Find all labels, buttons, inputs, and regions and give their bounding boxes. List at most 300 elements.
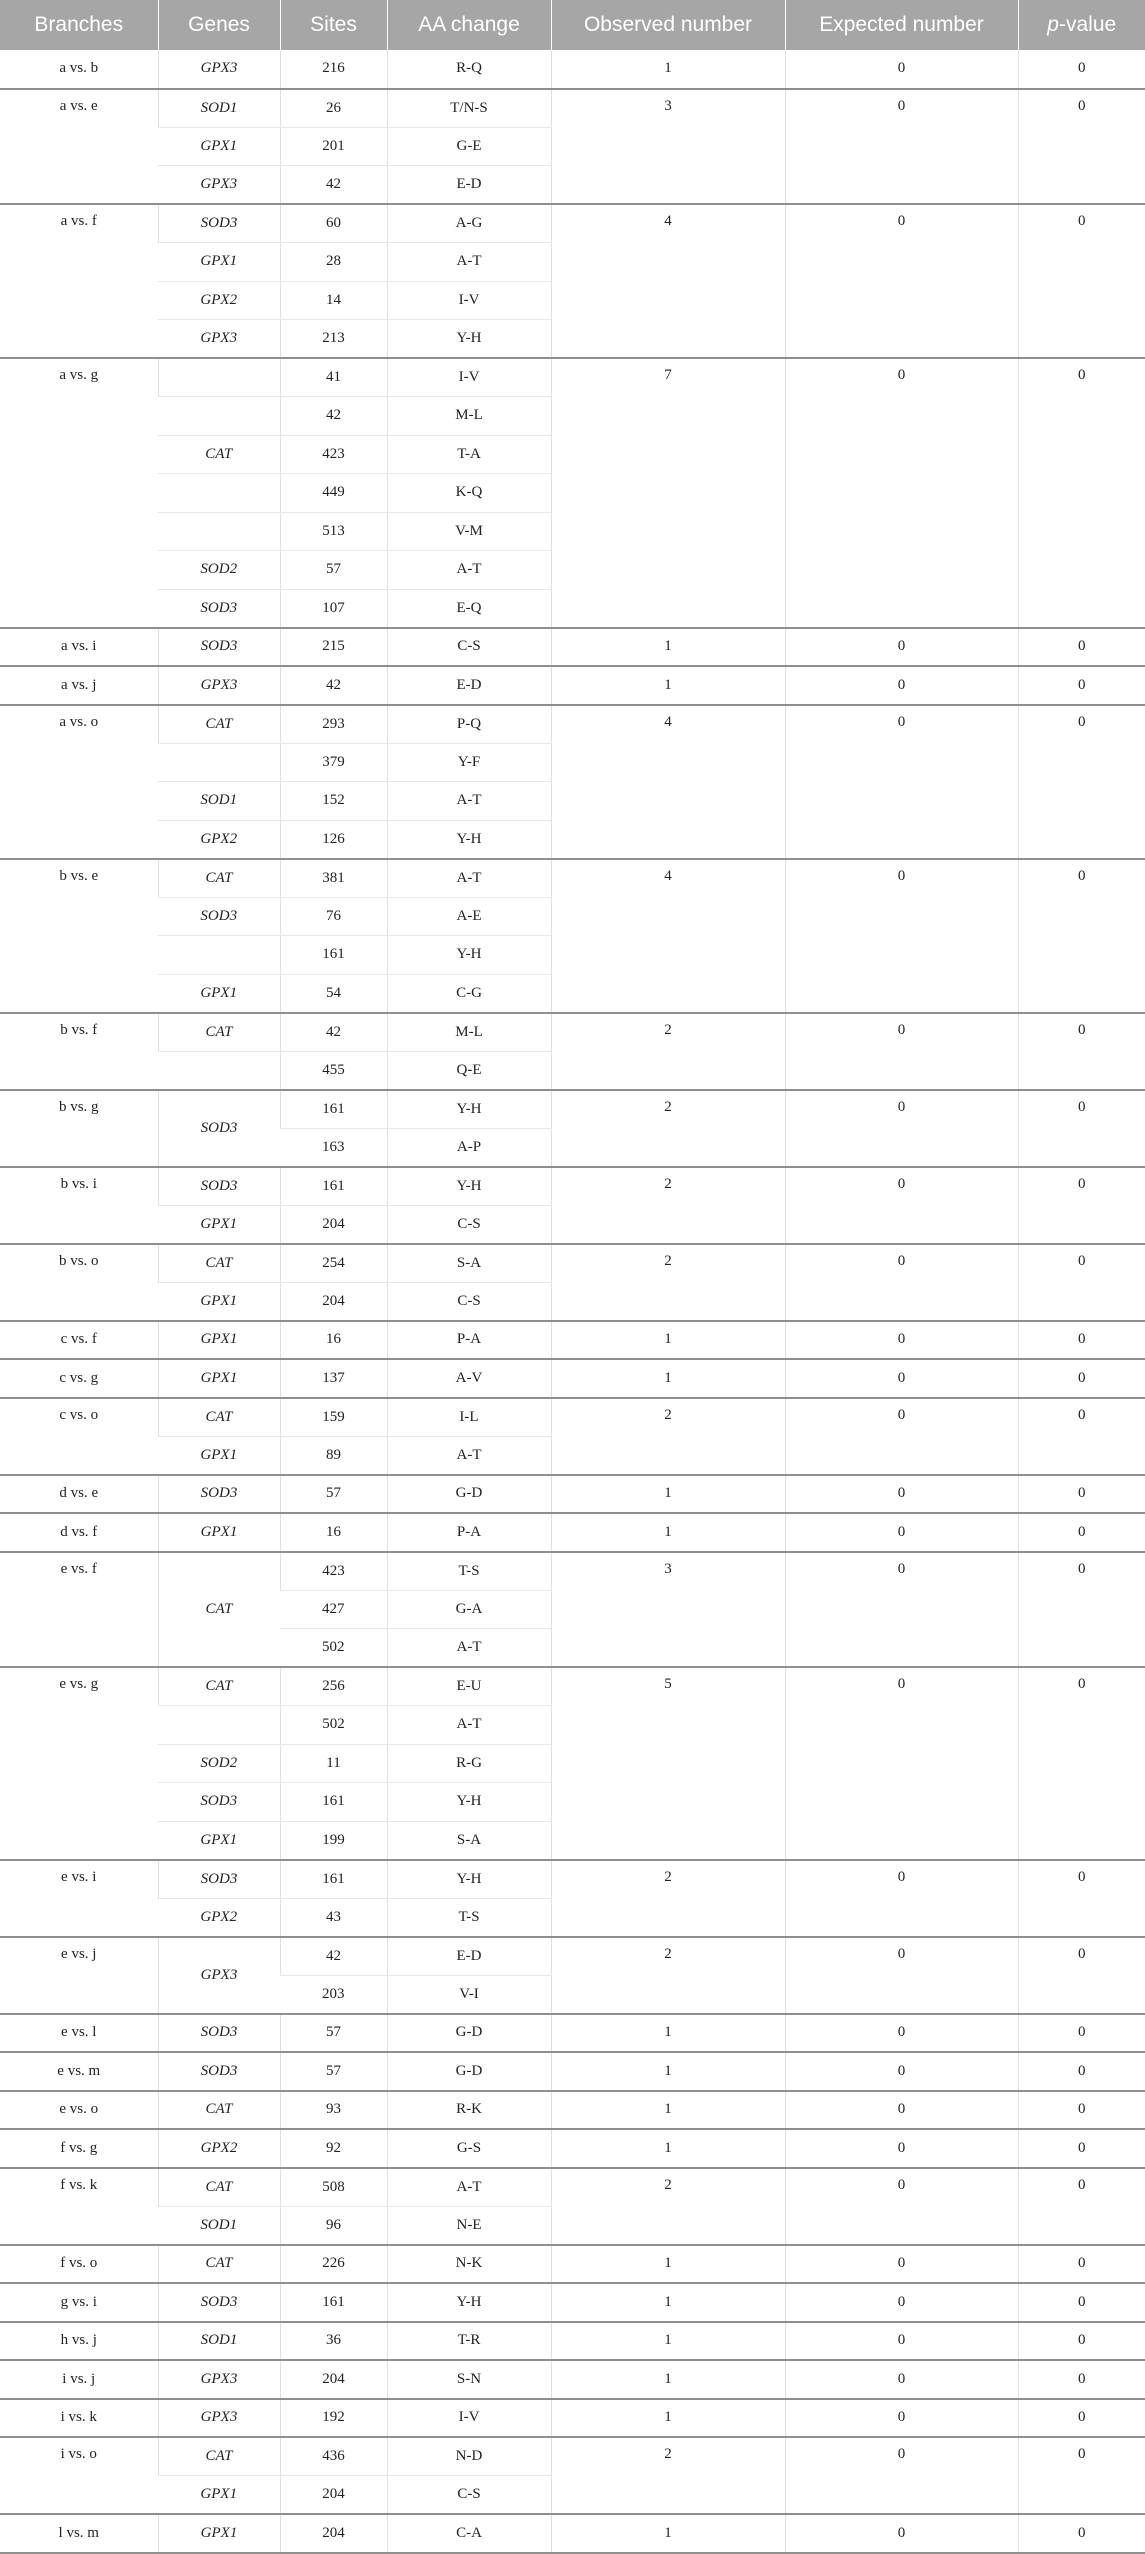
expected-cell: 0: [785, 2437, 1018, 2514]
table-row: [0, 2129, 1145, 2168]
expected-cell: 0: [785, 1860, 1018, 1937]
p-value-cell: 0: [1018, 2360, 1145, 2399]
expected-cell: 0: [785, 2014, 1018, 2053]
gene-cell: CAT: [158, 705, 280, 744]
header-p-suffix: -value: [1058, 13, 1117, 36]
expected-cell: 0: [785, 2399, 1018, 2438]
branch-cell: b vs. o: [0, 1244, 158, 1321]
site-cell: 28: [280, 243, 387, 282]
p-value-cell: 0: [1018, 1244, 1145, 1321]
site-cell: 293: [280, 705, 387, 744]
site-cell: 254: [280, 1244, 387, 1283]
p-value-cell: 0: [1018, 89, 1145, 205]
observed-cell: 1: [551, 1475, 785, 1514]
p-value-cell: 0: [1018, 2283, 1145, 2322]
gene-cell: CAT: [158, 859, 280, 898]
aa-change-cell: Y-F: [387, 743, 551, 782]
observed-cell: 2: [551, 1244, 785, 1321]
p-value-cell: 0: [1018, 1359, 1145, 1398]
header-p-value: [1018, 0, 1145, 50]
table-row: [0, 2168, 1145, 2207]
branch-cell: a vs. f: [0, 204, 158, 358]
gene-cell: GPX3: [158, 50, 280, 89]
p-value-cell: 0: [1018, 1860, 1145, 1937]
p-value-cell: 0: [1018, 628, 1145, 667]
branch-cell: e vs. m: [0, 2052, 158, 2091]
branch-cell: f vs. o: [0, 2245, 158, 2284]
gene-cell: CAT: [158, 1013, 280, 1052]
branch-cell: i vs. k: [0, 2399, 158, 2438]
gene-cell: CAT: [158, 1398, 280, 1437]
aa-change-cell: Y-H: [387, 1860, 551, 1899]
observed-cell: 1: [551, 666, 785, 705]
aa-change-cell: S-A: [387, 1244, 551, 1283]
observed-cell: 1: [551, 1359, 785, 1398]
aa-change-cell: I-L: [387, 1398, 551, 1437]
gene-cell: GPX3: [158, 1937, 280, 2014]
table-row: [0, 50, 1145, 89]
aa-change-cell: C-S: [387, 1205, 551, 1244]
table-row: [0, 1013, 1145, 1052]
branch-cell: e vs. i: [0, 1860, 158, 1937]
p-value-cell: 0: [1018, 1513, 1145, 1552]
gene-cell: SOD3: [158, 1167, 280, 1206]
table-row: [0, 1937, 1145, 1976]
p-value-cell: 0: [1018, 1937, 1145, 2014]
site-cell: 26: [280, 89, 387, 128]
site-cell: 161: [280, 1090, 387, 1129]
gene-cell: GPX1: [158, 1282, 280, 1321]
observed-cell: 4: [551, 204, 785, 358]
aa-change-cell: P-A: [387, 1513, 551, 1552]
table-row: [0, 2245, 1145, 2284]
table-row: [0, 859, 1145, 898]
expected-cell: 0: [785, 2168, 1018, 2245]
branch-cell: g vs. i: [0, 2283, 158, 2322]
header-aa-change: AA change: [387, 0, 551, 50]
aa-change-cell: C-S: [387, 2476, 551, 2515]
aa-change-cell: G-E: [387, 127, 551, 166]
site-cell: 161: [280, 1167, 387, 1206]
table-row: [0, 89, 1145, 128]
gene-cell: GPX1: [158, 1436, 280, 1475]
aa-change-cell: A-T: [387, 243, 551, 282]
p-value-cell: 0: [1018, 2245, 1145, 2284]
aa-change-cell: C-S: [387, 628, 551, 667]
site-cell: 11: [280, 1744, 387, 1783]
p-value-cell: 0: [1018, 1667, 1145, 1860]
aa-change-cell: A-G: [387, 204, 551, 243]
header-branches: Branches: [0, 0, 158, 50]
table-row: [0, 2091, 1145, 2130]
aa-change-cell: T-S: [387, 1552, 551, 1591]
site-cell: 16: [280, 1513, 387, 1552]
aa-change-cell: E-D: [387, 666, 551, 705]
p-value-cell: 0: [1018, 1167, 1145, 1244]
gene-cell: GPX1: [158, 2476, 280, 2515]
site-cell: 92: [280, 2129, 387, 2168]
aa-change-cell: A-P: [387, 1128, 551, 1167]
gene-cell: SOD3: [158, 2014, 280, 2053]
table-row: [0, 2514, 1145, 2553]
gene-cell: GPX1: [158, 1821, 280, 1860]
gene-cell: SOD3: [158, 628, 280, 667]
aa-change-cell: V-M: [387, 512, 551, 551]
aa-change-cell: M-L: [387, 397, 551, 436]
site-cell: 161: [280, 936, 387, 975]
gene-cell: SOD1: [158, 782, 280, 821]
site-cell: 379: [280, 743, 387, 782]
p-value-cell: 0: [1018, 2514, 1145, 2553]
aa-change-cell: G-D: [387, 1475, 551, 1514]
expected-cell: 0: [785, 1937, 1018, 2014]
p-value-cell: 0: [1018, 1090, 1145, 1167]
expected-cell: 0: [785, 1090, 1018, 1167]
observed-cell: 1: [551, 2283, 785, 2322]
aa-change-cell: E-Q: [387, 589, 551, 628]
table-row: [0, 1667, 1145, 1706]
table-row: [0, 1090, 1145, 1129]
gene-cell: GPX1: [158, 243, 280, 282]
expected-cell: 0: [785, 2322, 1018, 2361]
observed-cell: 2: [551, 2437, 785, 2514]
site-cell: 201: [280, 127, 387, 166]
aa-change-cell: Q-E: [387, 1051, 551, 1090]
branch-cell: e vs. o: [0, 2091, 158, 2130]
observed-cell: 2: [551, 1860, 785, 1937]
site-cell: 60: [280, 204, 387, 243]
observed-cell: 1: [551, 1321, 785, 1360]
gene-cell: SOD1: [158, 2322, 280, 2361]
observed-cell: 4: [551, 705, 785, 859]
p-value-cell: 0: [1018, 358, 1145, 628]
observed-cell: 2: [551, 1013, 785, 1090]
observed-cell: 1: [551, 2399, 785, 2438]
branch-cell: e vs. l: [0, 2014, 158, 2053]
expected-cell: 0: [785, 2091, 1018, 2130]
aa-change-cell: Y-H: [387, 820, 551, 859]
table-row: [0, 1552, 1145, 1591]
aa-change-cell: Y-H: [387, 1090, 551, 1129]
aa-change-cell: Y-H: [387, 936, 551, 975]
aa-change-cell: C-G: [387, 974, 551, 1013]
table-row: [0, 204, 1145, 243]
site-cell: 152: [280, 782, 387, 821]
aa-change-cell: N-K: [387, 2245, 551, 2284]
site-cell: 93: [280, 2091, 387, 2130]
site-cell: 89: [280, 1436, 387, 1475]
gene-cell: SOD1: [158, 2206, 280, 2245]
branch-cell: i vs. j: [0, 2360, 158, 2399]
site-cell: 502: [280, 1629, 387, 1668]
p-value-cell: 0: [1018, 666, 1145, 705]
expected-cell: 0: [785, 666, 1018, 705]
observed-cell: 1: [551, 50, 785, 89]
branch-cell: d vs. f: [0, 1513, 158, 1552]
p-value-cell: 0: [1018, 2091, 1145, 2130]
branch-cell: a vs. j: [0, 666, 158, 705]
branch-cell: l vs. m: [0, 2514, 158, 2553]
table-row: [0, 1244, 1145, 1283]
branch-cell: a vs. e: [0, 89, 158, 205]
table-row: [0, 1513, 1145, 1552]
site-cell: 423: [280, 435, 387, 474]
observed-cell: 2: [551, 1090, 785, 1167]
site-cell: 381: [280, 859, 387, 898]
p-value-cell: 0: [1018, 2129, 1145, 2168]
aa-change-cell: A-T: [387, 1706, 551, 1745]
site-cell: 513: [280, 512, 387, 551]
p-value-cell: 0: [1018, 204, 1145, 358]
site-cell: 137: [280, 1359, 387, 1398]
expected-cell: 0: [785, 89, 1018, 205]
observed-cell: 1: [551, 2360, 785, 2399]
gene-cell: GPX1: [158, 127, 280, 166]
expected-cell: 0: [785, 1167, 1018, 1244]
p-value-cell: 0: [1018, 1552, 1145, 1668]
p-value-cell: 0: [1018, 2052, 1145, 2091]
branch-cell: a vs. i: [0, 628, 158, 667]
gene-cell: GPX2: [158, 820, 280, 859]
observed-cell: 2: [551, 1167, 785, 1244]
site-cell: 14: [280, 281, 387, 320]
gene-cell: GPX3: [158, 2399, 280, 2438]
aa-change-cell: M-L: [387, 1013, 551, 1052]
site-cell: 436: [280, 2437, 387, 2476]
expected-cell: 0: [785, 1513, 1018, 1552]
header-sites: Sites: [280, 0, 387, 50]
site-cell: 57: [280, 1475, 387, 1514]
gene-cell: CAT: [158, 1667, 280, 1706]
branch-cell: d vs. e: [0, 1475, 158, 1514]
gene-cell: GPX1: [158, 1321, 280, 1360]
aa-change-cell: Y-H: [387, 2283, 551, 2322]
gene-cell: CAT: [158, 2091, 280, 2130]
expected-cell: 0: [785, 2129, 1018, 2168]
gene-cell: CAT: [158, 2437, 280, 2476]
aa-change-cell: A-T: [387, 551, 551, 590]
aa-change-cell: T-S: [387, 1898, 551, 1937]
aa-change-cell: G-A: [387, 1590, 551, 1629]
site-cell: 107: [280, 589, 387, 628]
gene-cell: SOD2: [158, 551, 280, 590]
site-cell: 161: [280, 1860, 387, 1899]
gene-cell: GPX1: [158, 1513, 280, 1552]
table-row: [0, 2322, 1145, 2361]
gene-cell: [158, 358, 280, 397]
site-cell: 449: [280, 474, 387, 513]
site-cell: 216: [280, 50, 387, 89]
table-row: [0, 2399, 1145, 2438]
gene-cell: SOD3: [158, 897, 280, 936]
gene-cell: CAT: [158, 1244, 280, 1283]
gene-cell: SOD3: [158, 1475, 280, 1514]
site-cell: 508: [280, 2168, 387, 2207]
p-value-cell: 0: [1018, 1013, 1145, 1090]
site-cell: 42: [280, 166, 387, 205]
aa-change-cell: P-Q: [387, 705, 551, 744]
table-row: [0, 2283, 1145, 2322]
gene-cell: SOD3: [158, 204, 280, 243]
expected-cell: 0: [785, 1552, 1018, 1668]
site-cell: 42: [280, 1013, 387, 1052]
expected-cell: 0: [785, 2360, 1018, 2399]
observed-cell: 4: [551, 859, 785, 1013]
expected-cell: 0: [785, 2283, 1018, 2322]
aa-change-cell: A-E: [387, 897, 551, 936]
branch-cell: e vs. f: [0, 1552, 158, 1668]
site-cell: 42: [280, 666, 387, 705]
branch-cell: a vs. o: [0, 705, 158, 859]
observed-cell: 1: [551, 2322, 785, 2361]
expected-cell: 0: [785, 358, 1018, 628]
expected-cell: 0: [785, 2245, 1018, 2284]
aa-change-cell: E-D: [387, 1937, 551, 1976]
table-row: [0, 1475, 1145, 1514]
site-cell: 215: [280, 628, 387, 667]
observed-cell: 5: [551, 1667, 785, 1860]
table-row: [0, 2437, 1145, 2476]
aa-change-cell: P-A: [387, 1321, 551, 1360]
p-value-cell: 0: [1018, 2168, 1145, 2245]
site-cell: 204: [280, 2476, 387, 2515]
observed-cell: 7: [551, 358, 785, 628]
branch-cell: a vs. g: [0, 358, 158, 628]
expected-cell: 0: [785, 1475, 1018, 1514]
gene-cell: SOD3: [158, 589, 280, 628]
aa-change-cell: E-U: [387, 1667, 551, 1706]
observed-cell: 1: [551, 2129, 785, 2168]
p-value-cell: 0: [1018, 50, 1145, 89]
table-row: [0, 2360, 1145, 2399]
expected-cell: 0: [785, 1667, 1018, 1860]
gene-cell: GPX3: [158, 2360, 280, 2399]
aa-change-cell: A-T: [387, 782, 551, 821]
site-cell: 199: [280, 1821, 387, 1860]
table-row: [0, 628, 1145, 667]
aa-change-cell: I-V: [387, 358, 551, 397]
gene-cell: GPX1: [158, 1205, 280, 1244]
site-cell: 226: [280, 2245, 387, 2284]
gene-cell: GPX3: [158, 320, 280, 359]
branch-cell: b vs. i: [0, 1167, 158, 1244]
expected-cell: 0: [785, 50, 1018, 89]
branch-cell: c vs. f: [0, 1321, 158, 1360]
p-value-cell: 0: [1018, 1398, 1145, 1475]
gene-cell: [158, 743, 280, 782]
aa-change-cell: C-S: [387, 1282, 551, 1321]
table-body: [0, 50, 1145, 2553]
observed-cell: 1: [551, 2514, 785, 2553]
aa-change-cell: I-V: [387, 281, 551, 320]
gene-cell: GPX1: [158, 1359, 280, 1398]
gene-cell: GPX1: [158, 974, 280, 1013]
aa-change-cell: A-V: [387, 1359, 551, 1398]
gene-cell: GPX2: [158, 1898, 280, 1937]
table-row: [0, 1398, 1145, 1437]
expected-cell: 0: [785, 1244, 1018, 1321]
site-cell: 41: [280, 358, 387, 397]
gene-cell: GPX3: [158, 166, 280, 205]
site-cell: 502: [280, 1706, 387, 1745]
aa-change-cell: N-D: [387, 2437, 551, 2476]
aa-change-cell: T-R: [387, 2322, 551, 2361]
gene-cell: [158, 1706, 280, 1745]
branch-cell: b vs. e: [0, 859, 158, 1013]
site-cell: 57: [280, 551, 387, 590]
aa-change-cell: T-A: [387, 435, 551, 474]
gene-cell: SOD3: [158, 2283, 280, 2322]
site-cell: 16: [280, 1321, 387, 1360]
p-value-cell: 0: [1018, 1475, 1145, 1514]
branch-cell: h vs. j: [0, 2322, 158, 2361]
header-expected-number: Expected number: [785, 0, 1018, 50]
aa-change-cell: E-D: [387, 166, 551, 205]
gene-cell: SOD3: [158, 1090, 280, 1167]
table-row: [0, 2014, 1145, 2053]
gene-cell: CAT: [158, 2245, 280, 2284]
site-cell: 256: [280, 1667, 387, 1706]
site-cell: 36: [280, 2322, 387, 2361]
site-cell: 159: [280, 1398, 387, 1437]
aa-change-cell: A-T: [387, 1629, 551, 1668]
expected-cell: 0: [785, 1398, 1018, 1475]
gene-cell: GPX1: [158, 2514, 280, 2553]
site-cell: 96: [280, 2206, 387, 2245]
site-cell: 54: [280, 974, 387, 1013]
site-cell: 204: [280, 2514, 387, 2553]
aa-change-cell: I-V: [387, 2399, 551, 2438]
observed-cell: 1: [551, 2245, 785, 2284]
site-cell: 204: [280, 1282, 387, 1321]
table-header: [0, 0, 1145, 50]
observed-cell: 1: [551, 1513, 785, 1552]
aa-change-cell: G-D: [387, 2052, 551, 2091]
gene-cell: GPX3: [158, 666, 280, 705]
aa-change-cell: R-Q: [387, 50, 551, 89]
aa-change-cell: G-D: [387, 2014, 551, 2053]
table-row: [0, 1860, 1145, 1899]
site-cell: 161: [280, 1783, 387, 1822]
table-row: [0, 666, 1145, 705]
expected-cell: 0: [785, 859, 1018, 1013]
aa-change-cell: Y-H: [387, 1783, 551, 1822]
table-row: [0, 1167, 1145, 1206]
site-cell: 43: [280, 1898, 387, 1937]
table-row: [0, 1359, 1145, 1398]
aa-change-cell: S-A: [387, 1821, 551, 1860]
branch-cell: b vs. f: [0, 1013, 158, 1090]
gene-cell: CAT: [158, 435, 280, 474]
table-row: [0, 2052, 1145, 2091]
site-cell: 203: [280, 1975, 387, 2014]
branch-cell: f vs. g: [0, 2129, 158, 2168]
expected-cell: 0: [785, 628, 1018, 667]
aa-change-cell: Y-H: [387, 1167, 551, 1206]
header-row: [0, 0, 1145, 50]
observed-cell: 1: [551, 2014, 785, 2053]
header-p-italic: p: [1047, 13, 1059, 36]
aa-change-cell: V-I: [387, 1975, 551, 2014]
site-cell: 57: [280, 2052, 387, 2091]
observed-cell: 3: [551, 89, 785, 205]
aa-change-cell: S-N: [387, 2360, 551, 2399]
gene-cell: [158, 474, 280, 513]
gene-cell: [158, 397, 280, 436]
expected-cell: 0: [785, 1359, 1018, 1398]
p-value-cell: 0: [1018, 859, 1145, 1013]
aa-change-cell: T/N-S: [387, 89, 551, 128]
